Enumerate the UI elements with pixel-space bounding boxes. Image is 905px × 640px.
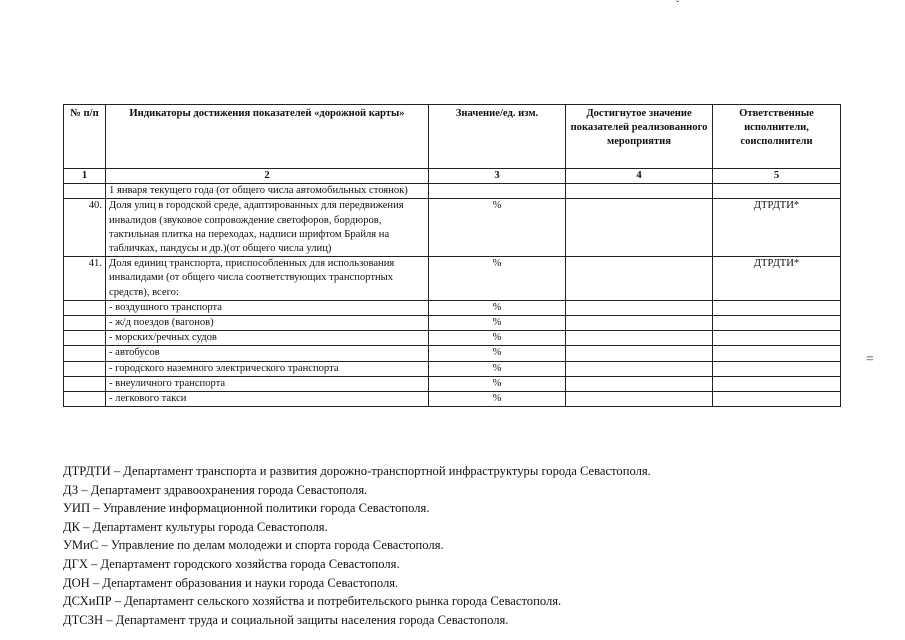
row-responsible: ДТРДТИ*: [713, 199, 841, 257]
row-unit: %: [429, 199, 566, 257]
row-achieved: [566, 361, 713, 376]
table-subrow: [64, 392, 841, 407]
row-indicator: - морских/речных судов: [106, 331, 429, 346]
margin-mark: =: [866, 352, 874, 367]
table-subrow: [64, 376, 841, 391]
row-num: [64, 184, 106, 199]
row-indicator: - ж/д поездов (вагонов): [106, 316, 429, 331]
row-achieved: [566, 199, 713, 257]
row-num: [64, 331, 106, 346]
row-achieved: [566, 184, 713, 199]
row-num: [64, 316, 106, 331]
header-value: Значение/ед. изм.: [429, 105, 566, 169]
row-responsible: [713, 392, 841, 407]
row-unit: %: [429, 346, 566, 361]
row-indicator: Доля единиц транспорта, приспособленных для использования инвалидами (от общего числа соответствующих транспортных средств), всего:: [106, 257, 429, 301]
row-achieved: [566, 331, 713, 346]
row-achieved: [566, 346, 713, 361]
row-unit: %: [429, 257, 566, 301]
legend-item: УИП – Управление информационной политики города Севастополя.: [63, 501, 430, 516]
row-achieved: [566, 376, 713, 391]
table-subrow: [64, 300, 841, 315]
row-num: [64, 361, 106, 376]
row-indicator: 1 января текущего года (от общего числа автомобильных стоянок): [106, 184, 429, 199]
table-row-41: [64, 257, 841, 301]
row-responsible: [713, 300, 841, 315]
table-subrow: [64, 331, 841, 346]
row-unit: %: [429, 331, 566, 346]
row-achieved: [566, 392, 713, 407]
legend-item: УМиС – Управление по делам молодежи и спорта города Севастополя.: [63, 538, 444, 553]
row-indicator: Доля улиц в городской среде, адаптированных для передвижения инвалидов (звуковое сопровождение светофоров, бордюров, тактильная плитка на переходах, надписи шрифтом Брайля на табличках, пандусы и др.)(от общего числа улиц): [106, 199, 429, 257]
legend-item: ДСХиПР – Департамент сельского хозяйства и потребительского рынка города Севастополя.: [63, 594, 562, 609]
col-number: 2: [106, 169, 429, 184]
row-achieved: [566, 257, 713, 301]
row-unit: %: [429, 316, 566, 331]
col-number: 1: [64, 169, 106, 184]
row-unit: %: [429, 392, 566, 407]
legend-item: ДГХ – Департамент городского хозяйства города Севастополя.: [63, 556, 400, 571]
legend-item: ДК – Департамент культуры города Севастополя.: [63, 519, 328, 534]
scan-mark: ˇ: [676, 0, 680, 11]
col-number: 3: [429, 169, 566, 184]
row-indicator: - городского наземного электрического транспорта: [106, 361, 429, 376]
table-row: [64, 184, 841, 199]
header-num: № п/п: [64, 105, 106, 169]
row-num: 41.: [64, 257, 106, 301]
indicators-table: [63, 104, 841, 407]
legend-item: ДТСЗН – Департамент труда и социальной защиты населения города Севастополя.: [63, 612, 509, 627]
col-number: 5: [713, 169, 841, 184]
row-num: [64, 300, 106, 315]
col-number: 4: [566, 169, 713, 184]
table-subrow: [64, 361, 841, 376]
column-numbers-row: [64, 169, 841, 184]
row-unit: %: [429, 361, 566, 376]
row-indicator: - легкового такси: [106, 392, 429, 407]
row-indicator: - автобусов: [106, 346, 429, 361]
row-responsible: [713, 316, 841, 331]
row-responsible: ДТРДТИ*: [713, 257, 841, 301]
row-indicator: - воздушного транспорта: [106, 300, 429, 315]
table-subrow: [64, 346, 841, 361]
legend-item: ДОН – Департамент образования и науки города Севастополя.: [63, 575, 399, 590]
header-achieved: Достигнутое значение показателей реализованного мероприятия: [566, 105, 713, 169]
table-subrow: [64, 316, 841, 331]
row-unit: %: [429, 300, 566, 315]
row-achieved: [566, 316, 713, 331]
row-responsible: [713, 184, 841, 199]
row-responsible: [713, 376, 841, 391]
header-indicator: Индикаторы достижения показателей «дорожной карты»: [106, 105, 429, 169]
row-responsible: [713, 331, 841, 346]
row-num: 40.: [64, 199, 106, 257]
row-responsible: [713, 346, 841, 361]
legend-item: ДЗ – Департамент здравоохранения города Севастополя.: [63, 482, 368, 497]
header-responsible: Ответственные исполнители, соисполнители: [713, 105, 841, 169]
row-responsible: [713, 361, 841, 376]
row-num: [64, 392, 106, 407]
row-achieved: [566, 300, 713, 315]
legend-item: ДТРДТИ – Департамент транспорта и развития дорожно-транспортной инфраструктуры города Севастополя.: [63, 464, 651, 478]
row-num: [64, 376, 106, 391]
abbreviations-legend: [63, 462, 853, 629]
row-num: [64, 346, 106, 361]
row-indicator: - внеуличного транспорта: [106, 376, 429, 391]
table-header-row: [64, 105, 841, 169]
row-unit: [429, 184, 566, 199]
table-row-40: [64, 199, 841, 257]
row-unit: %: [429, 376, 566, 391]
